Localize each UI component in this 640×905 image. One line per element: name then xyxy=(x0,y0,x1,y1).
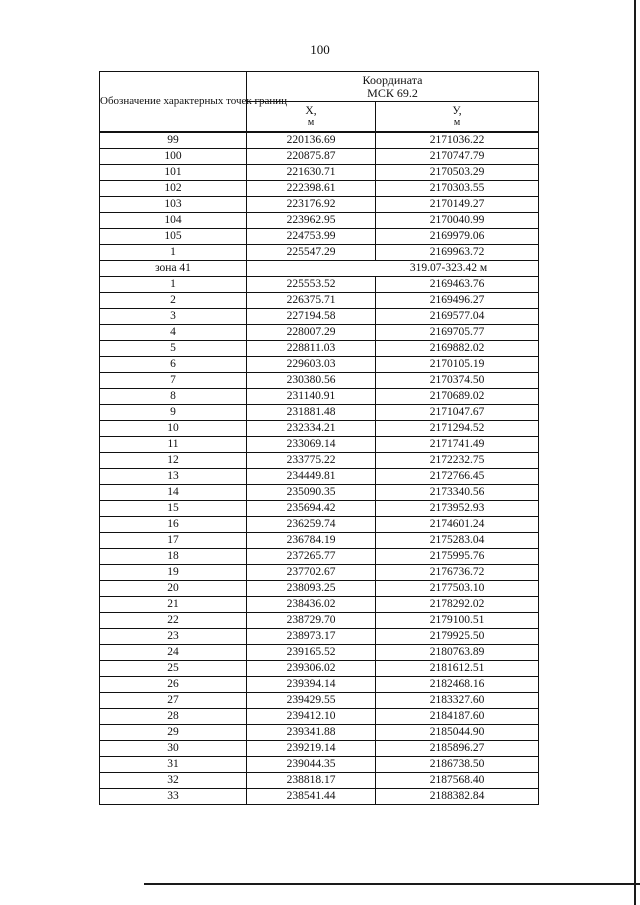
table-row xyxy=(100,405,539,421)
table-row xyxy=(100,389,539,405)
y-coordinate-cell: 2173952.93 xyxy=(376,501,539,517)
y-coordinate-cell: 2174601.24 xyxy=(376,517,539,533)
x-coordinate-cell: 239306.02 xyxy=(247,661,376,677)
x-coordinate-cell: 231881.48 xyxy=(247,405,376,421)
point-cell: 2 xyxy=(100,293,247,309)
point-cell: 105 xyxy=(100,229,247,245)
x-coordinate-cell: 239341.88 xyxy=(247,725,376,741)
table-row xyxy=(100,613,539,629)
x-coordinate-cell: 238093.25 xyxy=(247,581,376,597)
table-row xyxy=(100,197,539,213)
x-coordinate-cell: 221630.71 xyxy=(247,165,376,181)
table-row xyxy=(100,693,539,709)
table-row xyxy=(100,293,539,309)
point-cell: 24 xyxy=(100,645,247,661)
x-coordinate-cell: 238729.70 xyxy=(247,613,376,629)
x-coordinate-cell: 220875.87 xyxy=(247,149,376,165)
x-coordinate-cell: 224753.99 xyxy=(247,229,376,245)
table-row xyxy=(100,677,539,693)
point-cell: 13 xyxy=(100,469,247,485)
page-border-right xyxy=(634,0,636,905)
x-coordinate-cell: 238973.17 xyxy=(247,629,376,645)
y-coordinate-cell: 2171036.22 xyxy=(376,132,539,149)
point-cell: 20 xyxy=(100,581,247,597)
point-cell: 4 xyxy=(100,325,247,341)
y-coordinate-cell: 2175283.04 xyxy=(376,533,539,549)
x-coordinate-cell: 220136.69 xyxy=(247,132,376,149)
table-row xyxy=(100,245,539,261)
table-row xyxy=(100,629,539,645)
point-cell: 1 xyxy=(100,245,247,261)
x-coordinate-cell: 234449.81 xyxy=(247,469,376,485)
point-cell: 23 xyxy=(100,629,247,645)
point-label-header: Обозначение характерных точек границ xyxy=(100,72,247,133)
table-row xyxy=(100,132,539,149)
y-coordinate-cell: 2172766.45 xyxy=(376,469,539,485)
point-cell: 18 xyxy=(100,549,247,565)
table-row xyxy=(100,549,539,565)
y-coordinate-cell: 2170503.29 xyxy=(376,165,539,181)
y-coordinate-cell: 2170747.79 xyxy=(376,149,539,165)
table-row xyxy=(100,373,539,389)
point-cell: 29 xyxy=(100,725,247,741)
x-coordinate-cell: 238818.17 xyxy=(247,773,376,789)
x-coordinate-cell: 236784.19 xyxy=(247,533,376,549)
table-row xyxy=(100,181,539,197)
table-row xyxy=(100,341,539,357)
table-row xyxy=(100,213,539,229)
zone-row xyxy=(100,261,539,277)
table-row xyxy=(100,325,539,341)
x-coordinate-cell: 239429.55 xyxy=(247,693,376,709)
table-row xyxy=(100,469,539,485)
x-coordinate-cell: 230380.56 xyxy=(247,373,376,389)
coordinates-table xyxy=(99,71,539,805)
point-cell: 17 xyxy=(100,533,247,549)
table-row xyxy=(100,309,539,325)
coordinate-system-name: МСК 69.2 xyxy=(367,85,418,100)
table-row xyxy=(100,149,539,165)
x-coordinate-cell: 228007.29 xyxy=(247,325,376,341)
point-cell: 27 xyxy=(100,693,247,709)
table-body xyxy=(100,132,539,805)
y-coordinate-cell: 2182468.16 xyxy=(376,677,539,693)
table-row xyxy=(100,421,539,437)
point-cell: 6 xyxy=(100,357,247,373)
y-coordinate-cell: 2169496.27 xyxy=(376,293,539,309)
y-coordinate-cell: 2169577.04 xyxy=(376,309,539,325)
y-coordinate-cell: 2177503.10 xyxy=(376,581,539,597)
table-row xyxy=(100,501,539,517)
y-coordinate-cell: 2170689.02 xyxy=(376,389,539,405)
x-coordinate-cell: 233775.22 xyxy=(247,453,376,469)
point-cell: 12 xyxy=(100,453,247,469)
page-number: 100 xyxy=(310,42,330,57)
zone-range-cell: 319.07-323.42 м xyxy=(247,261,539,277)
y-coordinate-cell: 2171294.52 xyxy=(376,421,539,437)
table-row xyxy=(100,533,539,549)
y-coordinate-cell: 2171741.49 xyxy=(376,437,539,453)
y-coordinate-cell: 2170105.19 xyxy=(376,357,539,373)
x-coordinate-cell: 232334.21 xyxy=(247,421,376,437)
point-cell: 26 xyxy=(100,677,247,693)
point-cell: 15 xyxy=(100,501,247,517)
x-coordinate-cell: 231140.91 xyxy=(247,389,376,405)
point-cell: 104 xyxy=(100,213,247,229)
y-coordinate-cell: 2179925.50 xyxy=(376,629,539,645)
y-coordinate-cell: 2183327.60 xyxy=(376,693,539,709)
table-row xyxy=(100,277,539,293)
y-coordinate-cell: 2170303.55 xyxy=(376,181,539,197)
table-row xyxy=(100,597,539,613)
table-row xyxy=(100,661,539,677)
point-cell: 8 xyxy=(100,389,247,405)
y-column-header xyxy=(376,102,539,133)
point-cell: 25 xyxy=(100,661,247,677)
point-cell: 1 xyxy=(100,277,247,293)
table-row xyxy=(100,485,539,501)
y-coordinate-cell: 2175995.76 xyxy=(376,549,539,565)
y-coordinate-cell: 2187568.40 xyxy=(376,773,539,789)
y-coordinate-cell: 2169463.76 xyxy=(376,277,539,293)
table-row xyxy=(100,709,539,725)
y-coordinate-cell: 2180763.89 xyxy=(376,645,539,661)
table-row xyxy=(100,725,539,741)
y-coordinate-cell: 2185044.90 xyxy=(376,725,539,741)
page-border-bottom xyxy=(144,883,640,885)
x-coordinate-cell: 236259.74 xyxy=(247,517,376,533)
point-cell: 99 xyxy=(100,132,247,149)
x-coordinate-cell: 239044.35 xyxy=(247,757,376,773)
point-cell: 28 xyxy=(100,709,247,725)
x-coordinate-cell: 223962.95 xyxy=(247,213,376,229)
point-cell: 102 xyxy=(100,181,247,197)
y-coordinate-cell: 2178292.02 xyxy=(376,597,539,613)
point-cell: 32 xyxy=(100,773,247,789)
table-row xyxy=(100,773,539,789)
point-cell: 31 xyxy=(100,757,247,773)
x-coordinate-cell: 233069.14 xyxy=(247,437,376,453)
point-cell: 33 xyxy=(100,789,247,805)
x-unit: м xyxy=(307,116,315,128)
x-coordinate-cell: 235090.35 xyxy=(247,485,376,501)
point-cell: 103 xyxy=(100,197,247,213)
point-cell: 100 xyxy=(100,149,247,165)
table-row xyxy=(100,757,539,773)
point-cell: 9 xyxy=(100,405,247,421)
x-label: X, xyxy=(305,104,317,117)
point-cell: 19 xyxy=(100,565,247,581)
y-coordinate-cell: 2169705.77 xyxy=(376,325,539,341)
table-row xyxy=(100,453,539,469)
point-cell: 11 xyxy=(100,437,247,453)
point-cell: 5 xyxy=(100,341,247,357)
point-cell: 16 xyxy=(100,517,247,533)
y-unit: м xyxy=(453,116,461,128)
x-coordinate-cell: 237265.77 xyxy=(247,549,376,565)
point-cell: 30 xyxy=(100,741,247,757)
x-coordinate-cell: 239219.14 xyxy=(247,741,376,757)
table-row xyxy=(100,581,539,597)
point-cell: 3 xyxy=(100,309,247,325)
x-coordinate-cell: 237702.67 xyxy=(247,565,376,581)
y-label: У, xyxy=(452,104,462,117)
x-coordinate-cell: 239394.14 xyxy=(247,677,376,693)
point-cell: 7 xyxy=(100,373,247,389)
table-row xyxy=(100,517,539,533)
y-coordinate-cell: 2179100.51 xyxy=(376,613,539,629)
table-row xyxy=(100,357,539,373)
y-coordinate-cell: 2170040.99 xyxy=(376,213,539,229)
x-coordinate-cell: 225547.29 xyxy=(247,245,376,261)
zone-name-cell: зона 41 xyxy=(100,261,247,277)
x-coordinate-cell: 228811.03 xyxy=(247,341,376,357)
x-coordinate-cell: 239165.52 xyxy=(247,645,376,661)
y-coordinate-cell: 2185896.27 xyxy=(376,741,539,757)
y-coordinate-cell: 2169882.02 xyxy=(376,341,539,357)
point-cell: 14 xyxy=(100,485,247,501)
x-coordinate-cell: 239412.10 xyxy=(247,709,376,725)
y-coordinate-cell: 2181612.51 xyxy=(376,661,539,677)
point-cell: 21 xyxy=(100,597,247,613)
table-row xyxy=(100,165,539,181)
x-coordinate-cell: 235694.42 xyxy=(247,501,376,517)
y-coordinate-cell: 2171047.67 xyxy=(376,405,539,421)
table-row xyxy=(100,565,539,581)
point-cell: 10 xyxy=(100,421,247,437)
y-coordinate-cell: 2170149.27 xyxy=(376,197,539,213)
x-coordinate-cell: 225553.52 xyxy=(247,277,376,293)
table-row xyxy=(100,437,539,453)
coordinate-system-header xyxy=(247,72,539,102)
table-row xyxy=(100,741,539,757)
coordinate-title: Координата xyxy=(362,72,423,87)
x-coordinate-cell: 238541.44 xyxy=(247,789,376,805)
x-coordinate-cell: 222398.61 xyxy=(247,181,376,197)
y-coordinate-cell: 2186738.50 xyxy=(376,757,539,773)
y-coordinate-cell: 2169979.06 xyxy=(376,229,539,245)
y-coordinate-cell: 2176736.72 xyxy=(376,565,539,581)
y-coordinate-cell: 2169963.72 xyxy=(376,245,539,261)
x-coordinate-cell: 238436.02 xyxy=(247,597,376,613)
x-coordinate-cell: 226375.71 xyxy=(247,293,376,309)
y-coordinate-cell: 2170374.50 xyxy=(376,373,539,389)
y-coordinate-cell: 2173340.56 xyxy=(376,485,539,501)
y-coordinate-cell: 2172232.75 xyxy=(376,453,539,469)
table-row xyxy=(100,229,539,245)
point-cell: 22 xyxy=(100,613,247,629)
x-coordinate-cell: 227194.58 xyxy=(247,309,376,325)
table-row xyxy=(100,645,539,661)
table-row xyxy=(100,789,539,805)
x-coordinate-cell: 229603.03 xyxy=(247,357,376,373)
y-coordinate-cell: 2188382.84 xyxy=(376,789,539,805)
point-cell: 101 xyxy=(100,165,247,181)
y-coordinate-cell: 2184187.60 xyxy=(376,709,539,725)
x-coordinate-cell: 223176.92 xyxy=(247,197,376,213)
